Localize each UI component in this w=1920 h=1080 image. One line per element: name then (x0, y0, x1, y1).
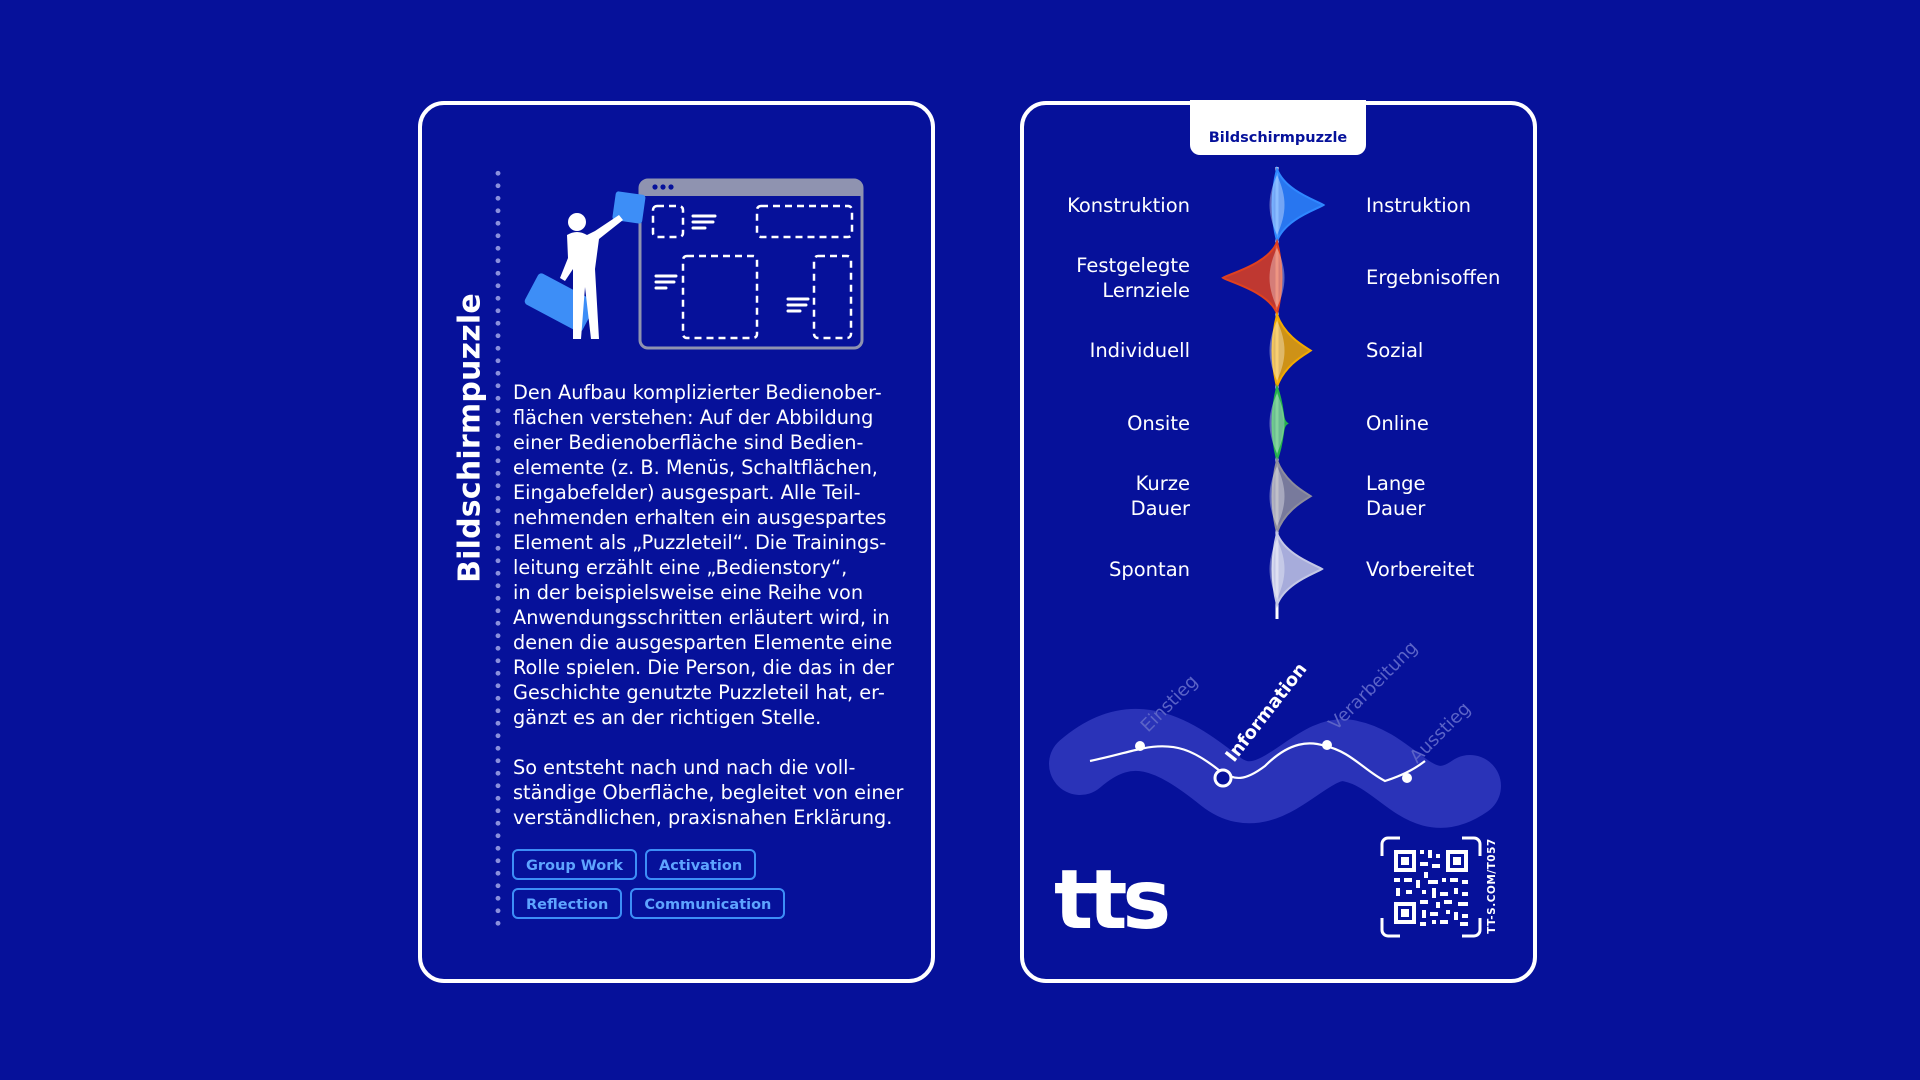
description-paragraph-2: So entsteht nach und nach die voll- ständige Oberfläche, begleitet von einer verständlichen, praxisnahen Erklärung. (513, 756, 904, 829)
journey-step-dot[interactable] (1402, 773, 1412, 783)
spectrum-label-left: Festgelegte Lernziele (1076, 253, 1190, 302)
description-paragraph-1: Den Aufbau komplizierter Bedienober- flächen verstehen: Auf der Abbildung einer Bedienoberfläche sind Bedien- elemente (z. B. Menüs, Schaltflächen, Eingabefelder) ausgespart. Alle Teil- nehmenden erhalten ein ausgespartes Element als „Puzzleteil“. Die Trainings- leitung erzählt eine „Bedienstory“, in der beispielsweise eine Reihe von Anwendungsschritten erläutert wird, in denen die ausgesparten Elemente eine Rolle spielen. Die Person, die das in der Geschichte genutzte Puzzleteil hat, er- gänzt es an der richtigen Stelle. (513, 381, 895, 729)
journey-step-label: Einstieg (1136, 670, 1203, 737)
tag-reflection[interactable]: Reflection (512, 888, 622, 919)
spectrum-label-right: Lange Dauer (1366, 472, 1426, 521)
journey-step-dot-active[interactable] (1215, 770, 1231, 786)
tag-activation[interactable]: Activation (645, 849, 756, 880)
spectrum-label-left: Kurze Dauer (1130, 472, 1190, 521)
spectrum-label-right: Instruktion (1366, 193, 1471, 217)
spectrum-label-left: Spontan (1109, 557, 1190, 581)
spectrum-label-right: Sozial (1366, 339, 1424, 363)
spectrum-label-left: Konstruktion (1067, 193, 1190, 217)
tag-communication[interactable]: Communication (630, 888, 785, 919)
card-url: TT-S.COM/T057 (1486, 838, 1498, 934)
screen-puzzle-illustration (520, 175, 870, 360)
qr-code-icon[interactable] (1380, 836, 1482, 938)
journey-step-dot[interactable] (1135, 741, 1145, 751)
card-tab-title: Bildschirmpuzzle (1190, 100, 1366, 155)
missing-elements (653, 206, 852, 338)
journey-step-dot[interactable] (1322, 740, 1332, 750)
spectrum-label-right: Online (1366, 411, 1429, 435)
journey-step-label: Verarbeitung (1324, 637, 1423, 735)
tts-logo: tts (1054, 853, 1167, 948)
card-title: Bildschirmpuzzle (452, 293, 488, 583)
spectrum-label-left: Individuell (1089, 339, 1190, 363)
spectrum-label-left: Onsite (1127, 411, 1190, 435)
spectrum-label-right: Ergebnisoffen (1366, 266, 1501, 290)
person-figure (523, 191, 646, 339)
text-lines (656, 216, 808, 311)
dotted-divider (495, 167, 501, 929)
journey-step-label-active: Information (1221, 659, 1312, 767)
tag-list (512, 849, 932, 927)
method-description (513, 380, 913, 830)
spectrum-label-right: Vorbereitet (1366, 557, 1475, 581)
journey-step-label: Ausstieg (1405, 698, 1476, 768)
tag-group-work[interactable]: Group Work (512, 849, 637, 880)
